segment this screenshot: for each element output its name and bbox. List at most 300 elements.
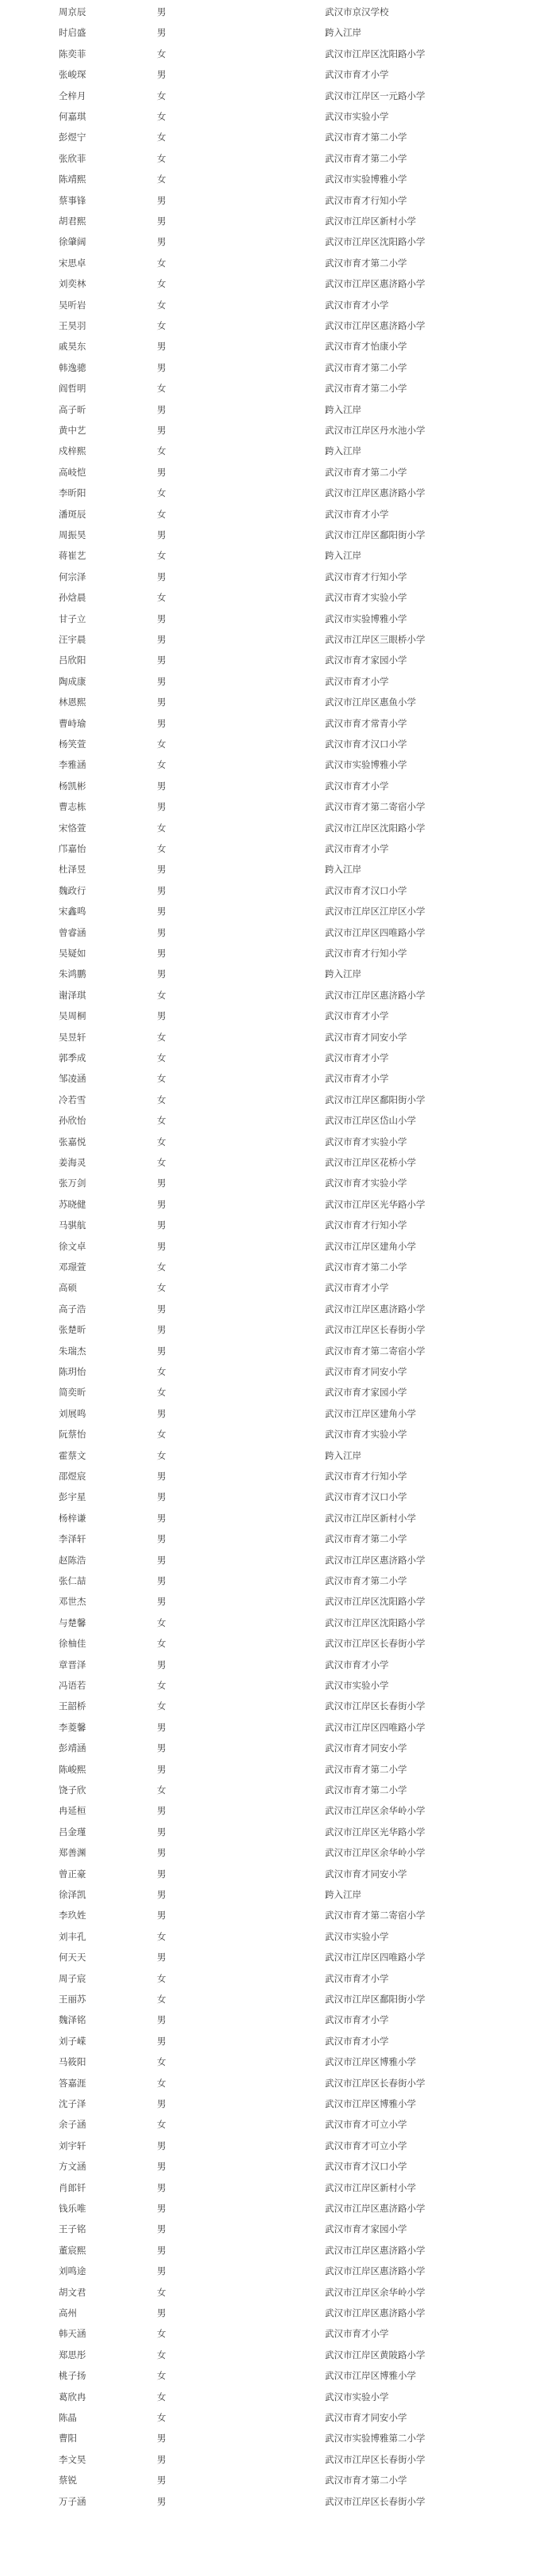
roster-row <box>0 2387 546 2407</box>
student-gender: 男 <box>157 634 166 645</box>
roster-row <box>0 2449 546 2470</box>
student-name: 甘子立 <box>59 613 86 624</box>
student-gender: 女 <box>157 1616 166 1628</box>
student-name: 时启盛 <box>59 27 86 39</box>
student-gender: 女 <box>157 843 166 854</box>
roster-row <box>0 2177 546 2198</box>
student-school: 武汉市江岸区四唯路小学 <box>325 926 426 938</box>
student-gender: 男 <box>157 2433 166 2444</box>
student-name: 曾睿涵 <box>59 926 86 938</box>
student-name: 张楚昕 <box>59 1324 86 1336</box>
roster-row <box>0 273 546 294</box>
student-name: 徐文卓 <box>59 1240 86 1252</box>
student-name: 邓世杰 <box>59 1596 86 1608</box>
student-school: 跨入江岸 <box>325 403 361 415</box>
student-gender: 男 <box>157 613 166 624</box>
student-gender: 女 <box>157 2328 166 2340</box>
student-name: 朱鸿鹏 <box>59 968 86 980</box>
student-name: 钱乐唯 <box>59 2203 86 2214</box>
student-school: 武汉市江岸区长春街小学 <box>325 2495 426 2507</box>
student-school: 武汉市江岸区惠济路小学 <box>325 487 426 499</box>
student-school: 武汉市实验博雅小学 <box>325 759 407 771</box>
roster-row <box>0 1528 546 1549</box>
roster-row <box>0 169 546 189</box>
roster-row <box>0 462 546 483</box>
student-school: 武汉市实验博雅小学 <box>325 174 407 185</box>
student-gender: 女 <box>157 550 166 562</box>
student-gender: 男 <box>157 236 166 248</box>
student-name: 阎哲明 <box>59 383 86 395</box>
student-name: 刘丰孔 <box>59 1930 86 1942</box>
student-school: 武汉市育才第二小学 <box>325 152 407 164</box>
student-gender: 男 <box>157 1491 166 1503</box>
student-name: 马筱阳 <box>59 2056 86 2068</box>
roster-row <box>0 148 546 169</box>
student-gender: 男 <box>157 1910 166 1922</box>
student-school: 武汉市江岸区惠济路小学 <box>325 1554 426 1566</box>
roster-row <box>0 1842 546 1863</box>
roster-row <box>0 1864 546 1884</box>
student-name: 阮蔡怡 <box>59 1429 86 1441</box>
student-school: 武汉市育才小学 <box>325 2014 389 2026</box>
roster-row <box>0 1403 546 1424</box>
student-school: 武汉市育才同安小学 <box>325 1742 407 1754</box>
student-name: 朱瑞杰 <box>59 1345 86 1357</box>
student-gender: 女 <box>157 383 166 395</box>
student-name: 曹峙瑜 <box>59 717 86 729</box>
roster-row <box>0 1780 546 1800</box>
student-gender: 男 <box>157 466 166 478</box>
student-school: 武汉市育才行知小学 <box>325 571 407 582</box>
roster-row <box>0 1717 546 1738</box>
student-school: 武汉市育才小学 <box>325 1658 389 1670</box>
student-name: 郑善渊 <box>59 1847 86 1859</box>
roster-row <box>0 2093 546 2114</box>
student-school: 武汉市江岸区新村小学 <box>325 216 416 227</box>
student-gender: 男 <box>157 968 166 980</box>
student-school: 武汉市育才第二小学 <box>325 1575 407 1586</box>
student-school: 武汉市育才第二小学 <box>325 361 407 373</box>
student-gender: 男 <box>157 2244 166 2256</box>
student-name: 杜泽昱 <box>59 864 86 876</box>
student-school: 武汉市育才小学 <box>325 843 389 854</box>
student-gender: 女 <box>157 1972 166 1984</box>
roster-row <box>0 1068 546 1089</box>
roster-row <box>0 776 546 796</box>
student-name: 李泽轩 <box>59 1533 86 1545</box>
roster-row <box>0 964 546 984</box>
roster-row <box>0 1445 546 1466</box>
student-school: 武汉市育才第二寄宿小学 <box>325 1345 426 1357</box>
student-school: 武汉市江岸区一元路小学 <box>325 90 426 101</box>
student-school: 武汉市育才小学 <box>325 69 389 81</box>
roster-row <box>0 1110 546 1131</box>
student-gender: 男 <box>157 1889 166 1900</box>
student-school: 武汉市育才小学 <box>325 780 389 792</box>
student-gender: 男 <box>157 864 166 876</box>
student-school: 武汉市育才小学 <box>325 1073 389 1085</box>
student-gender: 女 <box>157 132 166 143</box>
student-school: 武汉市江岸区光华路小学 <box>325 1826 426 1838</box>
student-gender: 男 <box>157 1533 166 1545</box>
student-name: 董宸熙 <box>59 2244 86 2256</box>
roster-row <box>0 1048 546 1068</box>
student-name: 张峻琛 <box>59 69 86 81</box>
student-gender: 女 <box>157 1261 166 1273</box>
student-name: 葛欣冉 <box>59 2391 86 2402</box>
student-gender: 男 <box>157 2307 166 2318</box>
student-gender: 女 <box>157 1638 166 1650</box>
student-school: 武汉市育才同安小学 <box>325 1868 407 1880</box>
student-gender: 男 <box>157 2265 166 2277</box>
student-school: 武汉市育才家园小学 <box>325 654 407 666</box>
roster-row <box>0 1215 546 1235</box>
student-school: 武汉市育才第二小学 <box>325 257 407 269</box>
roster-row <box>0 420 546 441</box>
student-school: 武汉市育才行知小学 <box>325 194 407 206</box>
roster-row <box>0 2491 546 2512</box>
student-gender: 男 <box>157 2495 166 2507</box>
student-gender: 女 <box>157 1157 166 1168</box>
roster-row <box>0 1759 546 1780</box>
roster-row <box>0 545 546 566</box>
student-school: 武汉市育才第二小学 <box>325 1261 407 1273</box>
roster-row <box>0 1173 546 1193</box>
student-gender: 男 <box>157 2181 166 2193</box>
student-school: 武汉市育才小学 <box>325 2035 389 2047</box>
student-school: 武汉市江岸区建角小学 <box>325 1407 416 1419</box>
roster-row <box>0 734 546 754</box>
student-name: 高州 <box>59 2307 77 2318</box>
student-name: 李昕阳 <box>59 487 86 499</box>
student-name: 马骐航 <box>59 1219 86 1231</box>
roster-row <box>0 880 546 901</box>
student-school: 武汉市实验小学 <box>325 1680 389 1691</box>
roster-row <box>0 587 546 608</box>
roster-row <box>0 2198 546 2219</box>
roster-row <box>0 629 546 650</box>
student-name: 彭煜宁 <box>59 132 86 143</box>
student-gender: 女 <box>157 1784 166 1796</box>
student-gender: 男 <box>157 906 166 918</box>
student-school: 武汉市江岸区博雅小学 <box>325 2370 416 2382</box>
roster-row <box>0 671 546 692</box>
student-name: 与楚馨 <box>59 1616 86 1628</box>
roster-row <box>0 1654 546 1675</box>
student-school: 武汉市育才小学 <box>325 1972 389 1984</box>
student-name: 高子昕 <box>59 403 86 415</box>
student-school: 武汉市育才可立小学 <box>325 2139 407 2151</box>
roster-row <box>0 253 546 273</box>
roster-row <box>0 357 546 378</box>
roster-row <box>0 713 546 734</box>
student-school: 跨入江岸 <box>325 1889 361 1900</box>
student-name: 姜海灵 <box>59 1157 86 1168</box>
student-name: 林恩熙 <box>59 696 86 708</box>
student-name: 王韶桥 <box>59 1700 86 1712</box>
student-gender: 女 <box>157 759 166 771</box>
roster-row <box>0 1591 546 1612</box>
student-school: 跨入江岸 <box>325 27 361 39</box>
student-school: 跨入江岸 <box>325 1449 361 1461</box>
student-name: 周京辰 <box>59 6 86 17</box>
roster-row <box>0 838 546 859</box>
roster-row <box>0 1006 546 1026</box>
roster-row <box>0 1822 546 1842</box>
student-name: 吴周桐 <box>59 1010 86 1022</box>
student-name: 潘斑辰 <box>59 508 86 520</box>
roster-row <box>0 1570 546 1591</box>
student-gender: 男 <box>157 1763 166 1775</box>
student-gender: 女 <box>157 1994 166 2005</box>
student-name: 桃子扬 <box>59 2370 86 2382</box>
student-name: 吕欣阳 <box>59 654 86 666</box>
student-name: 宋思卓 <box>59 257 86 269</box>
student-name: 刘宇轩 <box>59 2139 86 2151</box>
student-gender: 女 <box>157 2412 166 2423</box>
student-gender: 女 <box>157 508 166 520</box>
student-name: 汪宇晨 <box>59 634 86 645</box>
student-school: 武汉市江岸区惠济路小学 <box>325 278 426 290</box>
roster-row <box>0 1341 546 1361</box>
student-gender: 女 <box>157 2349 166 2360</box>
roster-row <box>0 985 546 1006</box>
roster-row <box>0 2365 546 2386</box>
student-school: 武汉市江岸区三眼桥小学 <box>325 634 426 645</box>
student-gender: 男 <box>157 1952 166 1963</box>
roster-row <box>0 2323 546 2344</box>
student-school: 武汉市江岸区惠济路小学 <box>325 2307 426 2318</box>
roster-row <box>0 2114 546 2135</box>
student-gender: 女 <box>157 1093 166 1105</box>
student-name: 李文昊 <box>59 2453 86 2465</box>
roster-row <box>0 2303 546 2323</box>
student-school: 跨入江岸 <box>325 445 361 457</box>
roster-row <box>0 1319 546 1340</box>
student-gender: 男 <box>157 1826 166 1838</box>
student-gender: 女 <box>157 1031 166 1043</box>
student-name: 李玖姓 <box>59 1910 86 1922</box>
roster-row <box>0 2470 546 2490</box>
student-gender: 男 <box>157 1240 166 1252</box>
student-school: 武汉市江岸区沈阳路小学 <box>325 236 426 248</box>
student-gender: 男 <box>157 926 166 938</box>
student-school: 武汉市育才小学 <box>325 508 389 520</box>
student-school: 武汉市江岸区余华岭小学 <box>325 1847 426 1859</box>
student-gender: 男 <box>157 2203 166 2214</box>
student-school: 武汉市育才小学 <box>325 1010 389 1022</box>
student-school: 武汉市实验博雅第二小学 <box>325 2433 426 2444</box>
roster-row <box>0 64 546 85</box>
student-school: 武汉市育才第二小学 <box>325 132 407 143</box>
student-gender: 女 <box>157 1700 166 1712</box>
roster-row <box>0 2073 546 2093</box>
student-gender: 男 <box>157 1512 166 1524</box>
student-name: 杨梓谦 <box>59 1512 86 1524</box>
student-name: 余子涵 <box>59 2119 86 2131</box>
student-school: 武汉市育才家园小学 <box>325 2223 407 2235</box>
student-name: 章晋泽 <box>59 1658 86 1670</box>
student-school: 跨入江岸 <box>325 864 361 876</box>
student-name: 周振昊 <box>59 529 86 540</box>
student-name: 刘展鸣 <box>59 1407 86 1419</box>
student-gender: 女 <box>157 257 166 269</box>
student-gender: 女 <box>157 111 166 122</box>
student-name: 孙欣怡 <box>59 1115 86 1127</box>
student-name: 何嘉琪 <box>59 111 86 122</box>
student-school: 武汉市育才第二小学 <box>325 466 407 478</box>
student-gender: 男 <box>157 2223 166 2235</box>
student-school: 武汉市江岸区博雅小学 <box>325 2056 416 2068</box>
roster-row <box>0 2345 546 2365</box>
roster-row <box>0 1277 546 1298</box>
student-name: 韩天涵 <box>59 2328 86 2340</box>
student-school: 武汉市江岸区余华岭小学 <box>325 2286 426 2298</box>
student-school: 武汉市育才汉口小学 <box>325 1491 407 1503</box>
roster-row <box>0 2031 546 2051</box>
student-school: 武汉市育才行知小学 <box>325 948 407 959</box>
student-gender: 男 <box>157 1324 166 1336</box>
student-school: 武汉市育才汉口小学 <box>325 2161 407 2173</box>
student-name: 王昊羽 <box>59 320 86 331</box>
student-name: 徐肇阔 <box>59 236 86 248</box>
student-school: 武汉市江岸区鄱阳街小学 <box>325 1093 426 1105</box>
student-school: 武汉市江岸区鄱阳街小学 <box>325 529 426 540</box>
student-gender: 男 <box>157 1303 166 1315</box>
student-gender: 男 <box>157 403 166 415</box>
roster-row <box>0 211 546 231</box>
student-gender: 男 <box>157 1345 166 1357</box>
roster-row <box>0 295 546 315</box>
student-name: 冉延桓 <box>59 1805 86 1817</box>
student-gender: 男 <box>157 717 166 729</box>
student-school: 武汉市育才实验小学 <box>325 1177 407 1189</box>
student-gender: 男 <box>157 1010 166 1022</box>
roster-row <box>0 2051 546 2072</box>
roster-row <box>0 2 546 22</box>
roster-row <box>0 650 546 670</box>
student-school: 武汉市江岸区惠济路小学 <box>325 2203 426 2214</box>
student-gender: 女 <box>157 1135 166 1147</box>
student-name: 刘奕林 <box>59 278 86 290</box>
student-gender: 女 <box>157 299 166 311</box>
roster-row <box>0 441 546 461</box>
student-name: 李雅涵 <box>59 759 86 771</box>
student-gender: 男 <box>157 529 166 540</box>
student-gender: 女 <box>157 1073 166 1085</box>
student-school: 武汉市江岸区花桥小学 <box>325 1157 416 1168</box>
student-name: 黄中艺 <box>59 425 86 436</box>
roster-row <box>0 86 546 106</box>
student-gender: 男 <box>157 2035 166 2047</box>
student-gender: 男 <box>157 1177 166 1189</box>
student-name: 杨笑萱 <box>59 738 86 750</box>
student-name: 彭宇星 <box>59 1491 86 1503</box>
student-school: 武汉市育才汉口小学 <box>325 884 407 896</box>
student-school: 武汉市育才第二寄宿小学 <box>325 1910 426 1922</box>
student-name: 苏晓健 <box>59 1198 86 1210</box>
student-name: 邵煜宸 <box>59 1471 86 1482</box>
student-school: 武汉市京汉学校 <box>325 6 389 17</box>
student-school: 武汉市育才实验小学 <box>325 1429 407 1441</box>
student-school: 武汉市育才小学 <box>325 675 389 687</box>
student-school: 武汉市育才实验小学 <box>325 592 407 604</box>
student-gender: 男 <box>157 194 166 206</box>
student-school: 武汉市育才第二小学 <box>325 1533 407 1545</box>
student-gender: 女 <box>157 2077 166 2089</box>
student-gender: 男 <box>157 1407 166 1419</box>
student-name: 曹阳 <box>59 2433 77 2444</box>
roster-row <box>0 2135 546 2156</box>
student-school: 武汉市育才同安小学 <box>325 1366 407 1377</box>
student-gender: 男 <box>157 654 166 666</box>
roster-row <box>0 315 546 336</box>
roster-row <box>0 336 546 357</box>
student-name: 宋恪萱 <box>59 822 86 834</box>
student-school: 武汉市江岸区新村小学 <box>325 2181 416 2193</box>
student-school: 武汉市江岸区沈阳路小学 <box>325 48 426 59</box>
roster-row <box>0 1968 546 1989</box>
student-gender: 男 <box>157 1721 166 1733</box>
student-name: 饶子欣 <box>59 1784 86 1796</box>
student-gender: 女 <box>157 2119 166 2131</box>
student-name: 张仁喆 <box>59 1575 86 1586</box>
student-gender: 男 <box>157 425 166 436</box>
student-gender: 男 <box>157 2475 166 2486</box>
student-school: 武汉市江岸区沈阳路小学 <box>325 822 426 834</box>
roster-row <box>0 483 546 503</box>
student-gender: 男 <box>157 1596 166 1608</box>
student-name: 张欣菲 <box>59 152 86 164</box>
roster-row <box>0 2282 546 2303</box>
student-name: 彭靖涵 <box>59 1742 86 1754</box>
roster-row <box>0 1382 546 1402</box>
student-name: 吴疑如 <box>59 948 86 959</box>
student-gender: 男 <box>157 27 166 39</box>
roster-row <box>0 1800 546 1821</box>
student-gender: 女 <box>157 822 166 834</box>
roster-row <box>0 1926 546 1947</box>
student-gender: 男 <box>157 780 166 792</box>
student-name: 高子浩 <box>59 1303 86 1315</box>
student-name: 李菱馨 <box>59 1721 86 1733</box>
student-school: 武汉市江岸区四唯路小学 <box>325 1952 426 1963</box>
student-gender: 女 <box>157 445 166 457</box>
student-name: 肖郎钎 <box>59 2181 86 2193</box>
student-gender: 男 <box>157 216 166 227</box>
student-school: 武汉市实验小学 <box>325 111 389 122</box>
student-gender: 女 <box>157 592 166 604</box>
roster-row <box>0 1905 546 1925</box>
roster-row <box>0 1633 546 1654</box>
roster-row <box>0 943 546 964</box>
roster-row <box>0 190 546 211</box>
student-school: 武汉市江岸区惠济路小学 <box>325 989 426 1001</box>
student-gender: 女 <box>157 48 166 59</box>
student-gender: 女 <box>157 487 166 499</box>
student-gender: 女 <box>157 2391 166 2402</box>
student-gender: 女 <box>157 738 166 750</box>
student-school: 武汉市江岸区长春街小学 <box>325 1638 426 1650</box>
student-name: 曹志栋 <box>59 801 86 813</box>
student-school: 武汉市江岸区四唯路小学 <box>325 1721 426 1733</box>
student-name: 赵陈浩 <box>59 1554 86 1566</box>
student-school: 武汉市江岸区惠济路小学 <box>325 1303 426 1315</box>
student-school: 武汉市育才可立小学 <box>325 2119 407 2131</box>
student-name: 冷若雪 <box>59 1093 86 1105</box>
student-school: 武汉市育才家园小学 <box>325 1387 407 1399</box>
roster-row <box>0 231 546 252</box>
